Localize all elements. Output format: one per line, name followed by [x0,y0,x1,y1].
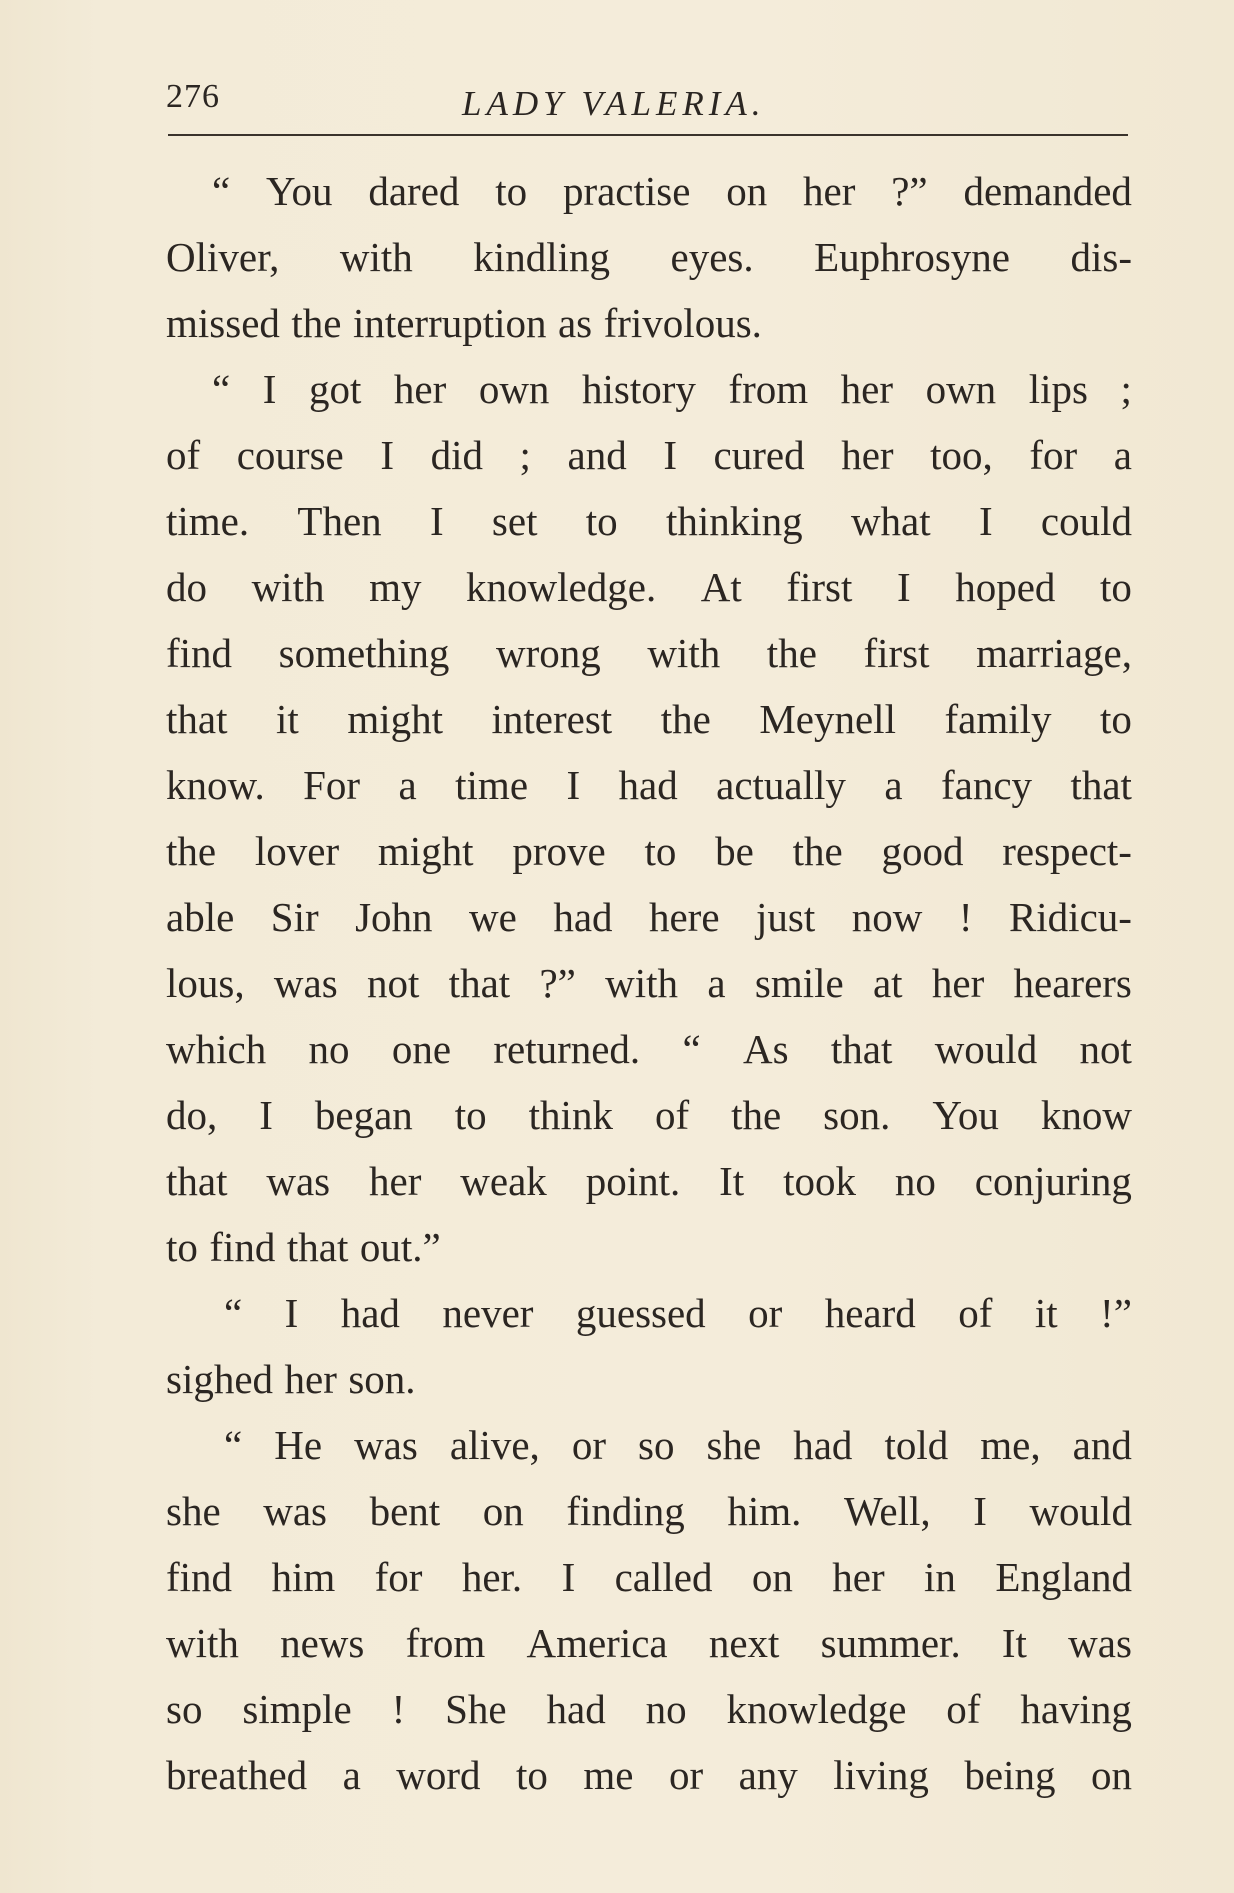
text-line [166,290,1132,356]
word: lous, [166,960,245,1006]
word: She [445,1686,507,1732]
text-line [166,1214,1132,1280]
word: or [748,1290,783,1336]
word: breathed [166,1752,308,1798]
word: cured [713,432,805,478]
word: was [354,1422,418,1468]
word: so [638,1422,675,1468]
word: which [166,1026,267,1072]
word: knowledge. [466,564,657,610]
word: I [978,498,993,544]
word: had [793,1422,853,1468]
word: that [830,1026,893,1072]
word: first [863,630,930,676]
word: !” [1100,1290,1132,1336]
text-line [166,1412,1132,1478]
word: a [342,1752,361,1798]
word: dis- [1070,234,1132,280]
word: here [648,894,720,940]
word: now [851,894,923,940]
word: time. [166,498,250,544]
word: had [340,1290,400,1336]
text-line [166,1148,1132,1214]
word: out.” [359,1224,441,1270]
running-title: LADY VALERIA. [462,84,766,123]
word: word [396,1752,481,1798]
word: her [393,366,447,412]
word: began [314,1092,413,1138]
word: frivolous. [603,300,762,346]
word: Ridicu- [1008,894,1132,940]
word: I [429,498,444,544]
word: from [405,1620,486,1666]
text-line [166,950,1132,1016]
word: had [553,894,613,940]
word: living [833,1752,929,1798]
word: good [881,828,964,874]
word: told [884,1422,949,1468]
word: America [526,1620,668,1666]
word: a [1113,432,1132,478]
word: not [366,960,420,1006]
word: of [166,432,201,478]
word: something [278,630,450,676]
word: with [647,630,721,676]
word: You [266,168,333,214]
word: fancy [940,762,1033,808]
word: It [1001,1620,1027,1666]
word: sighed [166,1356,274,1402]
word: never [442,1290,534,1336]
word: news [280,1620,365,1666]
word: her [841,432,894,478]
word: or [668,1752,704,1798]
word: with [166,1620,239,1666]
word: wrong [496,630,601,676]
word: called [614,1554,713,1600]
word: find [166,630,233,676]
word: was [273,960,338,1006]
word: I [284,1290,299,1336]
word: had [618,762,678,808]
word: that [286,1224,349,1270]
word: she [166,1488,221,1534]
header-rule [168,134,1128,136]
word: I [561,1554,576,1600]
word: ! [391,1686,406,1732]
word: Euphrosyne [814,234,1010,280]
text-line [166,488,1132,554]
text-line [166,1544,1132,1610]
word: my [369,564,422,610]
word: set [491,498,538,544]
word: and [1072,1422,1132,1468]
word: no [645,1686,687,1732]
word: we [469,894,517,940]
word: to [644,828,677,874]
word: actually [716,762,846,808]
word: was [266,1158,331,1204]
word: no [894,1158,936,1204]
text-line [166,1280,1132,1346]
word: “ [212,168,231,214]
word: to [495,168,528,214]
word: son. [348,1356,416,1402]
word: to [1100,696,1132,742]
word: I [566,762,581,808]
word: knowledge [726,1686,907,1732]
word: He [274,1422,323,1468]
word: having [1020,1686,1132,1732]
word: had [546,1686,606,1732]
word: simple [242,1686,352,1732]
word: able [166,894,235,940]
word: eyes. [670,234,754,280]
word: did [430,432,483,478]
word: of [958,1290,993,1336]
word: next [708,1620,780,1666]
text-line [166,158,1132,224]
word: the [792,828,843,874]
word: the [731,1092,782,1138]
word: hearers [1013,960,1132,1006]
word: and [567,432,627,478]
word: think [528,1092,613,1138]
word: Oliver, [166,234,280,280]
word: conjuring [974,1158,1132,1204]
word: “ [682,1026,701,1072]
word: might [377,828,474,874]
word: me [583,1752,634,1798]
word: it [1034,1290,1058,1336]
word: Well, [843,1488,931,1534]
word: “ [224,1422,243,1468]
word: to [516,1752,548,1798]
text-line [166,752,1132,818]
word: It [719,1158,745,1204]
word: her [803,168,856,214]
body-text [166,158,1132,1808]
word: ?” [539,960,576,1006]
text-line [166,818,1132,884]
word: I [262,366,277,412]
word: John [355,894,433,940]
word: dared [368,168,460,214]
word: I [896,564,911,610]
word: time [455,762,529,808]
word: got [308,366,362,412]
word: him [271,1554,336,1600]
word: weak [460,1158,547,1204]
word: own [478,366,550,412]
word: her [832,1554,885,1600]
word: England [995,1554,1132,1600]
word: on [751,1554,793,1600]
word: that [166,696,228,742]
text-line [166,1742,1132,1808]
word: being [964,1752,1056,1798]
word: own [925,366,997,412]
word: her [369,1158,422,1204]
word: son. [823,1092,891,1138]
word: ! [958,894,973,940]
word: too, [930,432,993,478]
word: As [743,1026,789,1072]
word: I [259,1092,273,1138]
word: “ [212,366,231,412]
text-line [166,686,1132,752]
text-line [166,1082,1132,1148]
word: that [448,960,511,1006]
word: on [1090,1752,1132,1798]
word: guessed [575,1290,706,1336]
word: missed [166,300,280,346]
word: that [166,1158,228,1204]
word: from [728,366,809,412]
word: of [654,1092,690,1138]
word: was [263,1488,327,1534]
word: to [166,1224,198,1270]
word: so [166,1686,203,1732]
word: practise [562,168,691,214]
word: with [605,960,679,1006]
word: to [585,498,618,544]
word: a [398,762,417,808]
word: You [932,1092,999,1138]
word: for [1029,432,1078,478]
word: “ [224,1290,243,1336]
word: she [706,1422,762,1468]
word: alive, [449,1422,540,1468]
word: the [660,696,711,742]
word: no [308,1026,350,1072]
word: one [391,1026,452,1072]
word: interruption [352,300,547,346]
text-line [166,1610,1132,1676]
word: ?” [891,168,928,214]
word: him. [727,1488,802,1534]
word: I [663,432,677,478]
text-line [166,884,1132,950]
word: on [726,168,768,214]
word: first [786,564,853,610]
word: her [840,366,894,412]
text-line [166,1676,1132,1742]
page-number: 276 [166,78,220,115]
text-line [166,422,1132,488]
word: would [1029,1488,1132,1534]
word: point. [585,1158,681,1204]
word: ; [519,432,531,478]
word: a [884,762,903,808]
word: to [1100,564,1132,610]
word: thinking [665,498,803,544]
word: lips [1028,366,1088,412]
text-line [166,1346,1132,1412]
word: do, [166,1092,218,1138]
word: it [276,696,299,742]
word: as [557,300,593,346]
word: family [944,696,1052,742]
word: marriage, [976,630,1132,676]
word: the [291,300,342,346]
word: At [700,564,742,610]
word: would [934,1026,1038,1072]
word: smile [754,960,844,1006]
word: interest [491,696,613,742]
word: demanded [963,168,1132,214]
word: heard [824,1290,916,1336]
word: just [756,894,816,940]
word: Meynell [759,696,896,742]
word: could [1040,498,1132,544]
text-line [166,356,1132,422]
word: history [581,366,696,412]
word: any [738,1752,798,1798]
word: find [209,1224,276,1270]
word: Sir [270,894,319,940]
word: her [931,960,985,1006]
word: or [571,1422,606,1468]
word: was [1068,1620,1132,1666]
text-line [166,1478,1132,1544]
word: know [1040,1092,1132,1138]
word: to [454,1092,487,1138]
word: took [783,1158,856,1204]
word: her. [461,1554,523,1600]
word: Then [297,498,382,544]
word: that [1070,762,1132,808]
word: of [946,1686,981,1732]
word: a [707,960,726,1006]
text-line [166,1016,1132,1082]
word: on [482,1488,524,1534]
word: with [251,564,325,610]
word: the [766,630,817,676]
word: returned. [493,1026,641,1072]
word: bent [369,1488,441,1534]
word: ; [1120,366,1132,412]
word: kindling [473,234,610,280]
word: For [303,762,361,808]
word: lover [254,828,340,874]
word: not [1079,1026,1132,1072]
word: find [166,1554,233,1600]
word: do [166,564,207,610]
word: prove [512,828,606,874]
word: at [872,960,903,1006]
word: course [236,432,344,478]
text-line [166,554,1132,620]
text-line [166,620,1132,686]
word: with [339,234,413,280]
word: know. [166,762,265,808]
word: I [973,1488,987,1534]
word: be [715,828,754,874]
word: the [166,828,217,874]
word: hoped [955,564,1056,610]
word: I [380,432,394,478]
text-line [166,224,1132,290]
word: me, [980,1422,1041,1468]
word: in [924,1554,956,1600]
word: finding [566,1488,685,1534]
word: might [347,696,443,742]
word: her [284,1356,337,1402]
word: for [374,1554,423,1600]
word: what [850,498,931,544]
word: respect- [1002,828,1132,874]
word: summer. [820,1620,961,1666]
